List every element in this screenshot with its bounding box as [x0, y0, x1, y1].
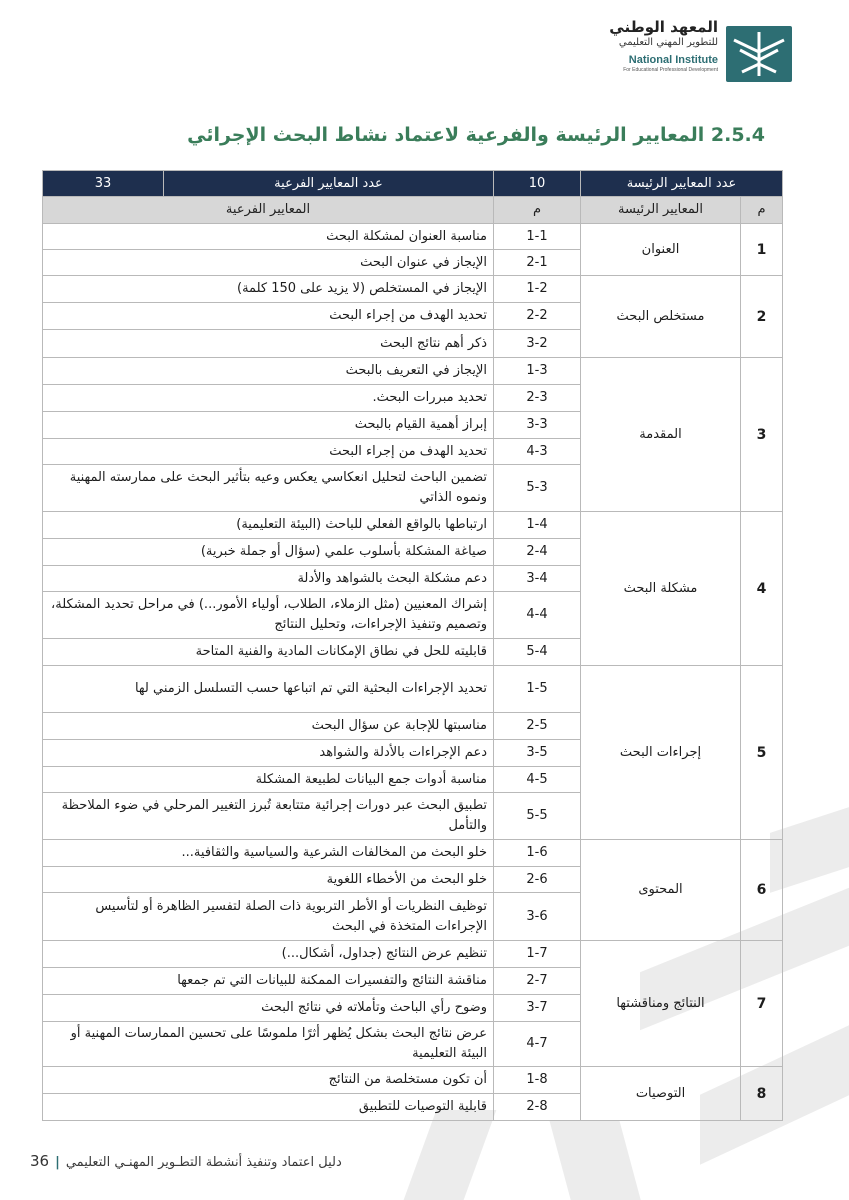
sub-criterion-code: 4-3	[494, 439, 581, 465]
table-row	[43, 941, 783, 968]
sub-criterion-code: 2-7	[494, 968, 581, 995]
sub-count-value: 33	[43, 171, 164, 196]
sub-count-cell	[43, 171, 494, 197]
main-criterion-number: 1	[741, 224, 783, 276]
logo-en-title: National Institute	[628, 54, 718, 66]
sub-criterion-text: مناسبتها للإجابة عن سؤال البحث	[43, 713, 494, 740]
main-count-value: 10	[494, 171, 581, 197]
sub-criterion-code: 4-7	[494, 1022, 581, 1067]
main-criterion-name: التوصيات	[581, 1067, 741, 1121]
sub-criterion-text: تحديد الهدف من إجراء البحث	[43, 439, 494, 465]
col-header-code: م	[494, 197, 581, 224]
sub-criterion-code: 2-2	[494, 303, 581, 330]
footer-separator: |	[55, 1155, 60, 1170]
sub-criterion-text: وضوح رأي الباحث وتأملاته في نتائج البحث	[43, 995, 494, 1022]
sub-criterion-code: 3-6	[494, 893, 581, 941]
sub-criterion-code: 1-1	[494, 224, 581, 250]
logo-ar-subtitle: للتطوير المهني التعليمي	[618, 37, 718, 48]
main-criterion-number: 2	[741, 276, 783, 358]
table-row	[43, 840, 783, 867]
sub-criterion-text: صياغة المشكلة بأسلوب علمي (سؤال أو جملة خبرية)	[43, 539, 494, 566]
sub-criterion-code: 2-3	[494, 385, 581, 412]
sub-criterion-text: عرض نتائج البحث بشكل يُظهر أثرًا ملموسًا على تحسين الممارسات المهنية أو البيئة التعليمية	[43, 1022, 494, 1067]
logo-english-name	[560, 53, 718, 74]
sub-criterion-text: الإيجاز في التعريف بالبحث	[43, 358, 494, 385]
table-row	[43, 666, 783, 713]
main-criterion-name: المحتوى	[581, 840, 741, 941]
sub-criterion-code: 5-4	[494, 639, 581, 666]
sub-criterion-text: تحديد الإجراءات البحثية التي تم اتباعها حسب التسلسل الزمني لها	[43, 666, 494, 713]
main-criterion-name: المقدمة	[581, 358, 741, 512]
sub-criterion-text: خلو البحث من المخالفات الشرعية والسياسية والثقافية...	[43, 840, 494, 867]
main-criterion-name: العنوان	[581, 224, 741, 276]
table-row	[43, 1067, 783, 1094]
sub-criterion-text: ارتباطها بالواقع الفعلي للباحث (البيئة التعليمية)	[43, 512, 494, 539]
section-title: 2.5.4 المعايير الرئيسة والفرعية لاعتماد نشاط البحث الإجرائي	[187, 124, 765, 146]
main-criterion-name: مشكلة البحث	[581, 512, 741, 666]
sub-criterion-text: ذكر أهم نتائج البحث	[43, 330, 494, 358]
sub-criterion-code: 1-6	[494, 840, 581, 867]
sub-criterion-code: 3-3	[494, 412, 581, 439]
main-criterion-number: 4	[741, 512, 783, 666]
summary-row	[43, 171, 783, 197]
page-footer	[30, 1152, 390, 1176]
sub-criterion-code: 3-7	[494, 995, 581, 1022]
logo-ar-title: المعهد الوطني	[609, 18, 718, 36]
main-criterion-name: مستخلص البحث	[581, 276, 741, 358]
logo-en-subtitle: For Educational Professional Development	[623, 67, 718, 73]
sub-criterion-code: 1-5	[494, 666, 581, 713]
sub-criterion-code: 1-3	[494, 358, 581, 385]
footer-text: دليل اعتماد وتنفيذ أنشطة التطـوير المهنـي التعليمي	[65, 1155, 342, 1170]
sub-criterion-text: توظيف النظريات أو الأطر التربوية ذات الصلة لتفسير الظاهرة أو لتأسيس الإجراءات المتخذة في البحث	[43, 893, 494, 941]
sub-criterion-text: تنظيم عرض النتائج (جداول، أشكال...)	[43, 941, 494, 968]
col-header-main: المعايير الرئيسة	[581, 197, 741, 224]
sub-criterion-code: 2-6	[494, 867, 581, 893]
table-row	[43, 512, 783, 539]
sub-criterion-text: دعم مشكلة البحث بالشواهد والأدلة	[43, 566, 494, 592]
main-criterion-number: 8	[741, 1067, 783, 1121]
page-number: 36	[30, 1152, 50, 1170]
table-row	[43, 276, 783, 303]
table-row	[43, 358, 783, 385]
watermark-shape-4	[549, 1120, 640, 1200]
sub-criterion-code: 4-4	[494, 592, 581, 639]
sub-criterion-text: خلو البحث من الأخطاء اللغوية	[43, 867, 494, 893]
logo-arabic-name	[560, 18, 718, 49]
watermark-shape-3	[404, 1110, 497, 1200]
sub-criterion-text: تطبيق البحث عبر دورات إجرائية متتابعة تُبرز التغيير المرحلي في ضوء الملاحظة والتأمل	[43, 793, 494, 840]
sub-criterion-text: دعم الإجراءات بالأدلة والشواهد	[43, 740, 494, 767]
sub-criterion-code: 1-2	[494, 276, 581, 303]
sub-criterion-code: 4-5	[494, 767, 581, 793]
main-criterion-name: إجراءات البحث	[581, 666, 741, 840]
sub-criterion-text: تحديد الهدف من إجراء البحث	[43, 303, 494, 330]
sub-criterion-text: قابلية التوصيات للتطبيق	[43, 1094, 494, 1121]
col-header-num: م	[741, 197, 783, 224]
sub-criterion-text: الإيجاز في المستخلص (لا يزيد على 150 كلمة)	[43, 276, 494, 303]
sub-criterion-text: تحديد مبررات البحث.	[43, 385, 494, 412]
main-criterion-number: 3	[741, 358, 783, 512]
sub-criterion-text: الإيجاز في عنوان البحث	[43, 250, 494, 276]
sub-criterion-code: 2-5	[494, 713, 581, 740]
sub-criterion-code: 1-7	[494, 941, 581, 968]
sub-criterion-text: قابليته للحل في نطاق الإمكانات المادية والفنية المتاحة	[43, 639, 494, 666]
sub-criterion-text: إبراز أهمية القيام بالبحث	[43, 412, 494, 439]
sub-count-label: عدد المعايير الفرعية	[274, 175, 383, 191]
col-header-sub: المعايير الفرعية	[43, 197, 494, 224]
main-criterion-name: النتائج ومناقشتها	[581, 941, 741, 1067]
sub-criterion-code: 5-5	[494, 793, 581, 840]
sub-criterion-code: 2-4	[494, 539, 581, 566]
sub-criterion-text: أن تكون مستخلصة من النتائج	[43, 1067, 494, 1094]
sub-criterion-code: 3-2	[494, 330, 581, 358]
institute-logo-icon	[726, 26, 792, 82]
sub-criterion-text: إشراك المعنيين (مثل الزملاء، الطلاب، أولياء الأمور...) في مراحل تحديد المشكلة، وتصميم وتنفيذ الإجراءات، وتحليل النتائج	[43, 592, 494, 639]
main-criterion-number: 7	[741, 941, 783, 1067]
sub-criterion-text: تضمين الباحث لتحليل انعكاسي يعكس وعيه بتأثير البحث على ممارسته المهنية ونموه الذاتي	[43, 465, 494, 512]
page-header	[0, 0, 849, 110]
sub-criterion-code: 1-4	[494, 512, 581, 539]
main-criterion-number: 6	[741, 840, 783, 941]
table-row	[43, 224, 783, 250]
sub-criterion-text: مناسبة أدوات جمع البيانات لطبيعة المشكلة	[43, 767, 494, 793]
criteria-table	[42, 170, 783, 1121]
main-count-label: عدد المعايير الرئيسة	[581, 171, 783, 197]
sub-criterion-code: 5-3	[494, 465, 581, 512]
sub-criterion-code: 3-4	[494, 566, 581, 592]
sub-criterion-code: 3-5	[494, 740, 581, 767]
main-criterion-number: 5	[741, 666, 783, 840]
column-header-row	[43, 197, 783, 224]
sub-criterion-text: مناقشة النتائج والتفسيرات الممكنة للبيانات التي تم جمعها	[43, 968, 494, 995]
sub-criterion-text: مناسبة العنوان لمشكلة البحث	[43, 224, 494, 250]
sub-criterion-code: 2-8	[494, 1094, 581, 1121]
sub-criterion-code: 1-8	[494, 1067, 581, 1094]
sub-criterion-code: 2-1	[494, 250, 581, 276]
